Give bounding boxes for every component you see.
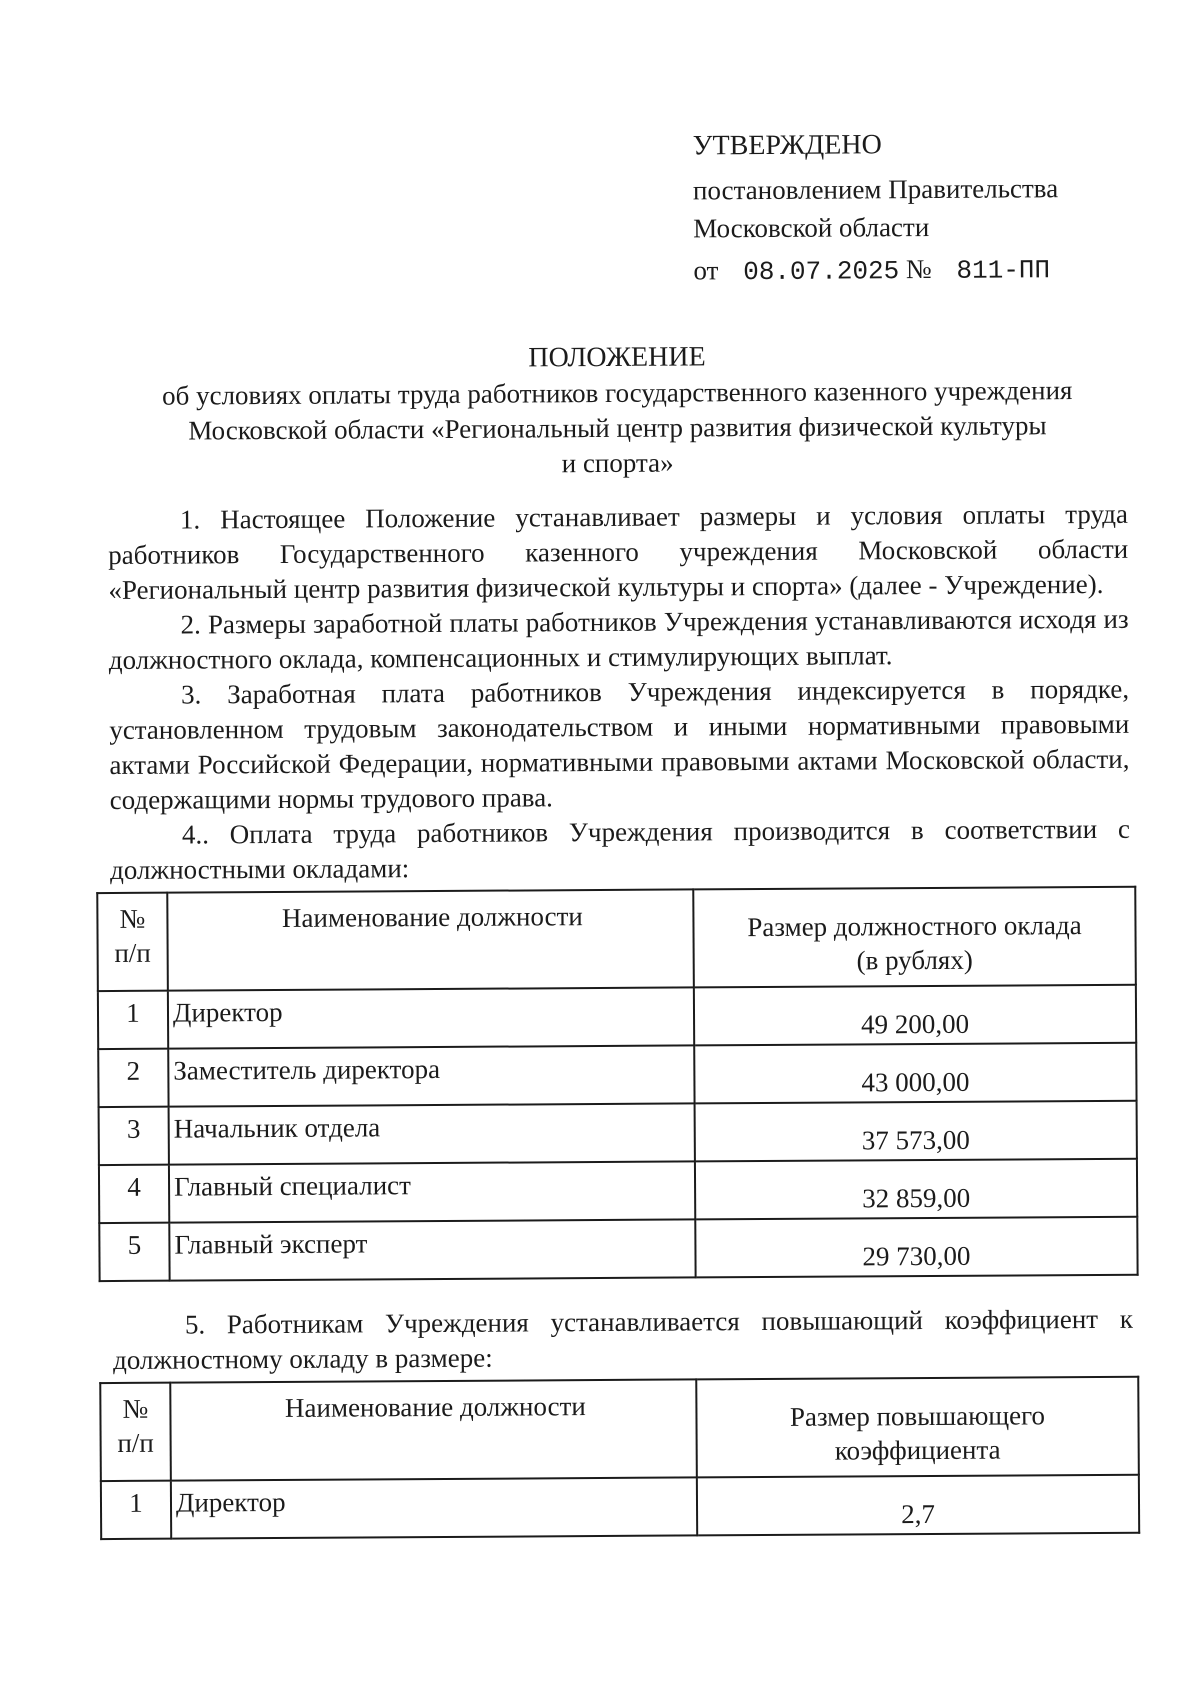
- header-position: Наименование должности: [167, 889, 694, 990]
- paragraph-5: 5. Работникам Учреждения устанавливается повышающий коэффициент к должностному окладу в размере:: [113, 1303, 1133, 1375]
- row-position: Директор: [168, 987, 694, 1048]
- header-number-line-2: п/п: [117, 1427, 154, 1458]
- row-number: 3: [99, 1107, 169, 1165]
- approved-label: УТВЕРЖДЕНО: [692, 129, 882, 162]
- row-number: 2: [98, 1049, 168, 1107]
- paragraph-2: 2. Размеры заработной платы работников Учреждения устанавливаются исходя из должностного оклада, компенсационных и стимулирующих выплат.: [108, 603, 1129, 675]
- paragraph-4: 4.. Оплата труда работников Учреждения производится в соответствии с должностными окладами:: [110, 813, 1130, 885]
- coefficient-table: [99, 1376, 1140, 1540]
- row-position: Главный эксперт: [169, 1219, 695, 1280]
- header-coefficient-line-1: Размер повышающего: [789, 1400, 1046, 1432]
- table-row: [99, 1159, 1137, 1223]
- paragraph-1: 1. Настоящее Положение устанавливает размеры и условия оплаты труда работников Государственного казенного учреждения Московской области «Региональный центр развития физической культуры и спорта» (далее - Учреждение).: [108, 498, 1129, 605]
- row-salary: 29 730,00: [695, 1217, 1137, 1278]
- number-sign: №: [905, 253, 932, 285]
- document-title-block: [107, 337, 1128, 484]
- document-body: [108, 497, 1134, 1540]
- approval-line-2: Московской области: [693, 211, 930, 244]
- row-salary: 43 000,00: [694, 1043, 1136, 1104]
- row-position: Главный специалист: [169, 1161, 695, 1222]
- title-line-1: об условиях оплаты труда работников государственного казенного учреждения: [161, 375, 1073, 411]
- table-row: [99, 1101, 1137, 1165]
- table-row: [101, 1475, 1139, 1539]
- header-coefficient: [696, 1377, 1139, 1478]
- approval-line-1: постановлением Правительства: [692, 173, 1059, 206]
- row-position: Начальник отдела: [169, 1103, 695, 1164]
- approval-number: 811-ПП: [956, 255, 1051, 286]
- header-salary-line-2: (в рублях): [856, 944, 973, 976]
- approval-stamp-block: [693, 125, 1114, 292]
- row-salary: 49 200,00: [694, 985, 1136, 1046]
- row-coefficient: 2,7: [697, 1475, 1139, 1536]
- header-number: [100, 1383, 171, 1481]
- row-salary: 37 573,00: [695, 1101, 1137, 1162]
- header-number-line-1: №: [122, 1393, 149, 1424]
- row-number: 1: [98, 991, 168, 1049]
- table-row: [98, 1043, 1136, 1107]
- paragraph-3: 3. Заработная плата работников Учреждения индексируется в порядке, установленном трудовым законодательством и иными нормативными правовыми актами Российской Федерации, нормативными правовыми актами Московской области, содержащими нормы трудового права.: [109, 673, 1130, 815]
- header-number-line-2: п/п: [114, 937, 151, 968]
- date-prefix: от: [693, 255, 719, 286]
- approval-date: 08.07.2025: [743, 256, 900, 288]
- header-number: [97, 893, 168, 991]
- salary-table-header: [97, 887, 1136, 991]
- row-number: 5: [99, 1223, 169, 1281]
- title-line-3: и спорта»: [561, 447, 674, 479]
- row-number: 4: [99, 1165, 169, 1223]
- salary-table: [96, 886, 1138, 1282]
- table-row: [99, 1217, 1137, 1281]
- approval-date-line: [693, 249, 1113, 292]
- title-line-2: Московской области «Региональный центр развития физической культуры: [188, 410, 1047, 446]
- row-salary: 32 859,00: [695, 1159, 1137, 1220]
- header-position: Наименование должности: [170, 1379, 697, 1480]
- row-position: Заместитель директора: [168, 1045, 694, 1106]
- header-coefficient-line-2: коэффициента: [834, 1434, 1001, 1466]
- document-title: ПОЛОЖЕНИЕ: [528, 341, 706, 374]
- coefficient-table-header: [100, 1377, 1139, 1481]
- header-salary-line-1: Размер должностного оклада: [747, 910, 1082, 943]
- row-position: Директор: [171, 1477, 697, 1538]
- header-number-line-1: №: [119, 903, 146, 934]
- header-salary: [693, 887, 1136, 988]
- row-number: 1: [101, 1481, 171, 1539]
- table-row: [98, 985, 1136, 1049]
